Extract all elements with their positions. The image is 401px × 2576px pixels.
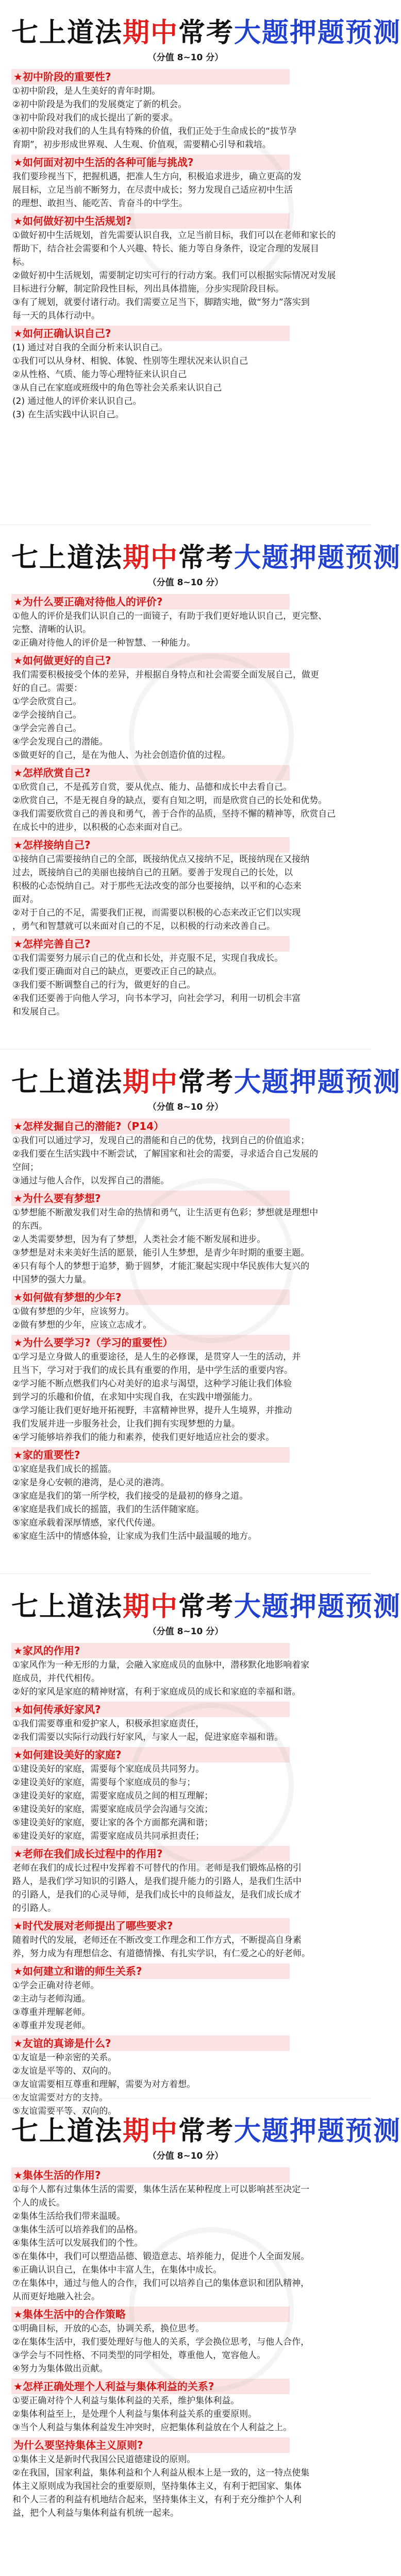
answer-line: 到学习的乐趣和价值，在求知中实现自我，在实践中增强能力。 bbox=[12, 1392, 258, 1402]
answer-line: ③家庭是我们的第一所学校，我们接受的是最初的修身之道。 bbox=[12, 1491, 248, 1501]
answer-line: ②从性格、气质、能力等心理特征来认识自己 bbox=[12, 369, 187, 380]
answer-line: 庭成员，并代代相传。 bbox=[12, 1673, 100, 1684]
answer-line: ⑥家庭生活中的情感体验，让家成为我们生活中最温暖的地方。 bbox=[12, 1531, 257, 1541]
question-heading: ★集体生活的作用? bbox=[11, 2167, 290, 2183]
answer-line: 育期”，初步形成世界观、人生观、价值观，需要精心引导和栽培。 bbox=[12, 140, 271, 150]
question-section bbox=[11, 653, 360, 762]
question-section bbox=[11, 1702, 360, 1744]
answer-line: ②学会接纳自己。 bbox=[12, 710, 82, 720]
answer-line: 面对。 bbox=[12, 894, 39, 905]
question-heading: ★为什么要有梦想? bbox=[11, 1191, 290, 1206]
page-3 bbox=[0, 1049, 401, 1573]
answer-line: ②我们要在生活实践中不断尝试，了解国家和社会的需要，寻求适合自己发展的 bbox=[12, 1149, 319, 1159]
question-section bbox=[11, 1447, 360, 1543]
answer-line: ④集体生活可以发展我们的个性。 bbox=[12, 2238, 143, 2248]
answer-line: ①家庭是我们成长的摇篮。 bbox=[12, 1464, 117, 1475]
answer-line: ，勇气和智慧就可以来面对自己的不足，以积极的行动来改善自己。 bbox=[12, 921, 275, 931]
answer-line: ②集体生活给我们带来温暖。 bbox=[12, 2211, 126, 2222]
answer-line: ③我们需要欣赏自己的善良和勇气，善于合作的品质，坚持不懈的精神等，欣赏自己 bbox=[12, 809, 336, 819]
question-heading: ★如何正确认识自己? bbox=[11, 326, 290, 341]
answer-line: 目标进行分解，制定阶段性目标，列出具体措施，分步实现阶段目标。 bbox=[12, 284, 284, 294]
question-section bbox=[11, 1290, 360, 1332]
answer-line: ①我们可以通过学习，发现自己的潜能和自己的优势，找到自己的价值追求； bbox=[12, 1136, 310, 1146]
answer-line: 在成长中的进步，以积极的心态来面对自己。 bbox=[12, 822, 188, 833]
answer-line: ②友谊是平等的、双向的。 bbox=[12, 2066, 117, 2076]
answer-line: ②好的家风是家庭的精神财富，有利于家庭成员的成长和家庭的幸福和谐。 bbox=[12, 1687, 301, 1697]
answer-line: (3) 在生活实践中认识自己。 bbox=[12, 410, 124, 420]
title-part-a: 七上道法 bbox=[11, 1591, 123, 1622]
answer-line: 和发展自己。 bbox=[12, 1007, 65, 1017]
answer-line: ③学习能让我们更好地开拓视野，丰富精神世界，提升人生境界，并推动 bbox=[12, 1405, 292, 1416]
answer-line: ①初中阶段，是人生美好的青年时期。 bbox=[12, 86, 161, 96]
answer-line: ①做有梦想的少年，应该努力。 bbox=[12, 1307, 135, 1317]
answer-line: ④我们还要善于向他人学习，向书本学习，向社会学习，利用一切机会丰富 bbox=[12, 993, 301, 1004]
answer-line: ④建设美好的家庭，需要家庭成员学会沟通与交流； bbox=[12, 1804, 213, 1815]
answer-line: 且当下，学习对于我们的成长具有重要的作用，是中学生活的重要内容。 bbox=[12, 1365, 293, 1376]
answer-line: ③我们要不断调整自己的行为，做更好的自己。 bbox=[12, 980, 196, 990]
answer-line: ①建设美好的家庭，需要每个家庭成员共同努力。 bbox=[12, 1764, 205, 1774]
question-heading: ★集体生活中的合作策略 bbox=[11, 2307, 290, 2322]
answer-line: 老师在我们的成长过程中发挥着不可替代的作用。老师是我们锻炼品格的引 bbox=[12, 1863, 302, 1873]
question-heading: ★如何做有梦想的少年? bbox=[11, 1290, 290, 1305]
page-title bbox=[11, 2116, 401, 2147]
question-section bbox=[11, 1118, 360, 1188]
question-section bbox=[11, 594, 360, 650]
question-heading: ★时代发展对老师提出了哪些要求? bbox=[11, 1918, 290, 1934]
question-section bbox=[11, 326, 360, 421]
answer-line: ③学会与不同性格、不同类型的同学相处，尊重他人，宽容他人。 bbox=[12, 2350, 266, 2361]
answer-line: 的东西。 bbox=[12, 1221, 47, 1231]
answer-line: (2) 通过他人的评价来认识自己。 bbox=[12, 396, 142, 406]
answer-line: ②欣赏自己，不是无视自身的缺点，要有自知之明，而是欣赏自己的长处和优势。 bbox=[12, 795, 327, 806]
score-range: （分值 8~10 分） bbox=[147, 2151, 224, 2161]
answer-line: ②初中阶段是为我们的发展奠定了新的机会。 bbox=[12, 99, 187, 110]
score-range: （分值 8~10 分） bbox=[147, 1102, 224, 1112]
question-section bbox=[11, 765, 360, 834]
answer-line: ②对于自己的不足，需要我们正视，而需要以积极的心态来改正它们以实现 bbox=[12, 908, 301, 918]
answer-line: 中国梦的强大力量。 bbox=[12, 1275, 91, 1285]
question-section bbox=[11, 2379, 360, 2434]
question-section bbox=[11, 2167, 360, 2303]
question-section bbox=[11, 69, 360, 151]
answer-line: ③尊重并理解老师。 bbox=[12, 2007, 91, 2018]
question-heading: ★如何面对初中生活的各种可能与挑战? bbox=[11, 155, 290, 170]
answer-line: ①家风作为一种无形的力量，会融入家庭成员的血脉中，潜移默化地影响着家 bbox=[12, 1660, 310, 1670]
question-section bbox=[11, 2437, 360, 2520]
answer-line: 路人，是我们学习知识的引路人，是我们提升能力的引路人，是我们生活中 bbox=[12, 1876, 302, 1887]
question-section bbox=[11, 936, 360, 1019]
title-part-b: 期中 bbox=[123, 18, 179, 48]
answer-line: ④初中阶段对我们的人生具有特殊的价值，我们正处于生命成长的“拔节孕 bbox=[12, 126, 297, 137]
answer-line: 从而更好地融入社会。 bbox=[12, 2292, 100, 2302]
answer-line: ①我们需要尊重和爱护家人，积极承担家庭责任， bbox=[12, 1719, 205, 1729]
answer-line: ⑥建设美好的家庭，需要家庭成员共同承担责任； bbox=[12, 1831, 205, 1841]
answer-line: ④只有每个人的梦想于追梦，勤于圆梦，才能汇聚起实现中华民族伟大复兴的 bbox=[12, 1261, 310, 1272]
title-part-c: 常考 bbox=[178, 1591, 235, 1622]
answer-line: ②做好初中生活规划，需要制定切实可行的行动方案。我们可以根据实际情况对发展 bbox=[12, 270, 336, 281]
answer-line: 我们需要积极接受个体的差异，并根据自身特点和社会需要全面发展自己，做更 bbox=[12, 670, 319, 680]
answer-line: ①学会欣赏自己。 bbox=[12, 697, 82, 707]
answer-line: 空间； bbox=[12, 1162, 39, 1173]
title-part-c: 常考 bbox=[178, 2116, 235, 2147]
answer-line: 好的自己。需要： bbox=[12, 683, 82, 693]
answer-line: ②建设美好的家庭，需要每个家庭成员的参与； bbox=[12, 1777, 196, 1788]
answer-line: ②我们要正确面对自己的缺点，更要改正自己的缺点。 bbox=[12, 967, 222, 977]
answer-line: ②正确对待他人的评价是一种智慧、一种能力。 bbox=[12, 638, 196, 648]
answer-line: 随着时代的发展，老师还在不断改变工作理念和工作方式，不断提高自身素 bbox=[12, 1935, 302, 1945]
question-section bbox=[11, 1643, 360, 1699]
answer-line: ⑤友谊需要平等、双向的。 bbox=[12, 2106, 117, 2116]
page-title bbox=[11, 1067, 401, 1098]
page-title bbox=[11, 18, 401, 48]
question-heading: ★友谊的真谛是什么? bbox=[11, 2036, 290, 2051]
question-heading: ★如何传承好家风? bbox=[11, 1702, 290, 1717]
question-section bbox=[11, 1191, 360, 1286]
answer-line: ②我们需要以实际行动践行好家风，与家人一起，促进家庭幸福和谐。 bbox=[12, 1732, 283, 1742]
answer-line: ④学习能够培养我们的能力和素养，使我们更好地适应社会的要求。 bbox=[12, 1432, 275, 1443]
answer-line: ①明确目标，开放的心态，协调关系，换位思考。 bbox=[12, 2324, 205, 2334]
page-title bbox=[11, 543, 401, 573]
answer-line: (1) 通过对自我的全面分析来认识自己。 bbox=[12, 343, 168, 353]
question-section bbox=[11, 1747, 360, 1843]
question-heading: ★如何建设美好的家庭? bbox=[11, 1747, 290, 1762]
title-part-d: 大题押题预测 bbox=[234, 543, 401, 573]
answer-line: ①学会正确对待老师。 bbox=[12, 1980, 99, 1991]
answer-line: 帮助下，结合社会需要和个人兴趣、特长、能力等自身条件，设定合理的发展目 bbox=[12, 244, 319, 254]
page-4 bbox=[0, 1573, 401, 2116]
answer-line: 和个人三者的利益有机地结合起来，坚持集体主义，有利于充分维护个人利 bbox=[12, 2495, 302, 2505]
answer-line: ③从自己在家庭或班级中的角色等社会关系来认识自己 bbox=[12, 383, 222, 393]
question-heading: ★为什么要正确对待他人的评价? bbox=[11, 594, 290, 609]
question-section bbox=[11, 1918, 360, 1960]
answer-line: ①接纳自己需要接纳自己的全部，既接纳优点又接纳不足，既接纳现在又接纳 bbox=[12, 854, 310, 865]
title-part-d: 大题押题预测 bbox=[234, 1067, 401, 1098]
answer-line: 每一天的具体行动中。 bbox=[12, 311, 100, 321]
question-section bbox=[11, 1335, 360, 1444]
answer-line: ①每个人都有过集体生活的需要，集体生活在某种程度上可以影响甚至决定一 bbox=[12, 2184, 310, 2195]
answer-line: ①友谊是一种亲密的关系。 bbox=[12, 2053, 117, 2063]
answer-line: ③友谊需要相互尊重和理解，需要为对方着想。 bbox=[12, 2079, 196, 2090]
title-part-d: 大题押题预测 bbox=[234, 2116, 401, 2147]
answer-line: ⑤做更好的自己，是在为他人、为社会创造价值的过程。 bbox=[12, 750, 231, 760]
title-part-a: 七上道法 bbox=[11, 18, 123, 48]
answer-line: 展目标，立足当前不断努力，在尽责中成长；努力发现自己适应初中生活 bbox=[12, 185, 293, 195]
answer-line: 我们发展并进一步服务社会，让我们拥有实现梦想的力量。 bbox=[12, 1419, 240, 1429]
question-heading: ★为什么要学习?（学习的重要性） bbox=[11, 1335, 290, 1350]
answer-line: ②做有梦想的少年，应该立志成才。 bbox=[12, 1320, 152, 1330]
answer-line: ③梦想是对未来美好生活的愿景，能引人生梦想，是青少年时期的重要主题。 bbox=[12, 1248, 310, 1258]
title-part-b: 期中 bbox=[123, 1067, 179, 1098]
answer-line: ④家庭是我们成长的摇篮，我们的生活伴随家庭。 bbox=[12, 1504, 205, 1515]
answer-line: ③有了规划，就要付诸行动。我们需要立足当下，脚踏实地，做“努力”落实到 bbox=[12, 297, 310, 308]
answer-line: ①我们可以从身材、相貌、体貌、性别等生理状况来认识自己 bbox=[12, 356, 248, 366]
answer-line: ④努力为集体做出贡献。 bbox=[12, 2364, 108, 2374]
question-heading: ★如何做好初中生活规划? bbox=[11, 213, 290, 229]
answer-line: ⑦在集体中，通过与他人的合作，我们可以培养自己的集体意识和团队精神， bbox=[12, 2278, 310, 2289]
question-section bbox=[11, 2307, 360, 2376]
page-1 bbox=[0, 0, 401, 524]
question-section bbox=[11, 1963, 360, 2032]
answer-line: ①他人的评价是我们认识自己的一面镜子，有助于我们更好地认识自己，更完整、 bbox=[12, 611, 327, 621]
answer-line: ①欣赏自己，不是孤芳自赏，要从优点、能力、品德和成长中去看自己。 bbox=[12, 782, 292, 792]
answer-line: ②在我国，国家利益，集体利益和个人利益从根本上是一致的，这一特点使集 bbox=[12, 2468, 310, 2478]
answer-line: ④友谊需要对方的支持。 bbox=[12, 2093, 108, 2103]
question-heading: ★怎样接纳自己? bbox=[11, 837, 290, 853]
title-part-b: 期中 bbox=[123, 2116, 179, 2147]
answer-line: ①梦想能不断激发我们对生命的热情和勇气，让生活更有色彩；梦想就是理想中 bbox=[12, 1208, 319, 1218]
page-5 bbox=[0, 2098, 401, 2576]
answer-line: ①集体主义是新时代我国公民道德建设的原则。 bbox=[12, 2454, 196, 2465]
question-heading: ★怎样正确处理个人利益与集体利益的关系? bbox=[11, 2379, 290, 2394]
answer-line: 养，努力成为有理想信念、有道德情操、有扎实学识，有仁爱之心的好老师。 bbox=[12, 1948, 310, 1959]
title-part-d: 大题押题预测 bbox=[234, 18, 401, 48]
title-part-b: 期中 bbox=[123, 543, 179, 573]
question-heading: 为什么要坚持集体主义原则? bbox=[11, 2437, 290, 2453]
answer-line: ②在集体生活中，我们要处理好与他人的关系，学会换位思考，与他人合作， bbox=[12, 2337, 310, 2347]
question-section bbox=[11, 155, 360, 210]
answer-line: ③建设美好的家庭，需要家庭成员之间的相互理解； bbox=[12, 1791, 213, 1801]
question-heading: ★如何做更好的自己? bbox=[11, 653, 290, 668]
answer-line: ②学习能不断点燃我们内心对美好的追求与渴望，这种学习能让我们体验 bbox=[12, 1379, 292, 1389]
question-heading: ★初中阶段的重要性? bbox=[11, 69, 290, 84]
question-section bbox=[11, 1846, 360, 1915]
title-part-a: 七上道法 bbox=[11, 543, 123, 573]
answer-line: 的引路人。 bbox=[12, 1903, 56, 1913]
answer-line: ④学会发现自己的潜能。 bbox=[12, 737, 108, 747]
question-heading: ★如何建立和谐的师生关系? bbox=[11, 1963, 290, 1979]
answer-line: 的引路人，是我们的心灵导师，是我们成长中的良师益友，是我们成长成才 bbox=[12, 1890, 302, 1900]
answer-line: ④尊重并发现老师。 bbox=[12, 2021, 91, 2031]
answer-line: 标。 bbox=[12, 257, 30, 267]
answer-line: ⑤建设美好的家庭，要让家的各个方面都充满和谐； bbox=[12, 1818, 213, 1828]
answer-line: ③当个人利益与集体利益发生冲突时，应把集体利益放在个人利益之上。 bbox=[12, 2422, 292, 2433]
title-part-c: 常考 bbox=[178, 18, 235, 48]
answer-line: 过去，既接纳自己的美丽也接纳自己的丑陋。要善于发现自己的长处，以 bbox=[12, 868, 293, 878]
title-part-a: 七上道法 bbox=[11, 2116, 123, 2147]
question-section bbox=[11, 213, 360, 323]
question-section bbox=[11, 837, 360, 933]
score-range: （分值 8~10 分） bbox=[147, 1626, 224, 1637]
page-2 bbox=[0, 524, 401, 1049]
answer-line: ③初中阶段对我们的成长提出了新的要求。 bbox=[12, 113, 178, 123]
answer-line: ③学会完善自己。 bbox=[12, 723, 82, 734]
answer-line: 积极的心态悦纳自己。对于那些无法改变的部分也要接纳，以平和的心态来 bbox=[12, 881, 302, 891]
title-part-d: 大题押题预测 bbox=[234, 1591, 401, 1622]
question-heading: ★怎样发掘自己的潜能?（P14） bbox=[11, 1118, 290, 1134]
answer-line: 益，把个人利益与集体利益有机统一起来。 bbox=[12, 2508, 179, 2518]
answer-line: ③通过与他人合作，以发挥自己的潜能。 bbox=[12, 1176, 170, 1186]
answer-line: ①我们需要努力展示自己的优点和长处，并克服不足，实现自我成长。 bbox=[12, 953, 283, 963]
title-part-b: 期中 bbox=[123, 1591, 179, 1622]
title-part-c: 常考 bbox=[178, 1067, 235, 1098]
answer-line: ①学习是立身做人的重要途径，是人生的必修课，是贯穿人一生的活动，并 bbox=[12, 1352, 301, 1362]
score-range: （分值 8~10 分） bbox=[147, 578, 224, 588]
answer-line: ①做好初中生活规划，首先需要认识自我，立足当前目标，我们可以在老师和家长的 bbox=[12, 230, 336, 241]
answer-line: ①要正确对待个人利益与集体利益的关系，维护集体利益。 bbox=[12, 2396, 240, 2406]
answer-line: ⑤在集体中，我们可以塑造品德、锻造意志、培养能力，促进个人全面发展。 bbox=[12, 2251, 310, 2262]
question-heading: ★家风的作用? bbox=[11, 1643, 290, 1658]
score-range: （分值 8~10 分） bbox=[147, 53, 224, 63]
answer-line: ③集体生活可以培养我们的品格。 bbox=[12, 2225, 143, 2235]
question-heading: ★老师在我们成长过程中的作用? bbox=[11, 1846, 290, 1861]
answer-line: 我们要珍视当下，把握机遇，把准人生方向，积极追求进步，确立更高的发 bbox=[12, 172, 302, 182]
question-heading: ★家的重要性? bbox=[11, 1447, 290, 1463]
answer-line: ②人类需要梦想，因为有了梦想，人类社会才能不断发展和进步。 bbox=[12, 1234, 266, 1245]
question-heading: ★怎样完善自己? bbox=[11, 936, 290, 952]
question-heading: ★怎样欣赏自己? bbox=[11, 765, 290, 781]
page-title bbox=[11, 1591, 401, 1622]
answer-line: 完整、清晰的认识。 bbox=[12, 624, 91, 635]
answer-line: 的理想、敢担当、能吃苦、肯奋斗的中学生。 bbox=[12, 198, 188, 209]
title-part-c: 常考 bbox=[178, 543, 235, 573]
answer-line: 个人的成长。 bbox=[12, 2198, 65, 2208]
title-part-a: 七上道法 bbox=[11, 1067, 123, 1098]
answer-line: ⑤家庭承载着深厚情感，家代代传递。 bbox=[12, 1518, 161, 1528]
answer-line: ②集体利益至上，是处理个人利益与集体利益关系的重要原则。 bbox=[12, 2409, 257, 2419]
answer-line: ②主动与老师沟通。 bbox=[12, 1994, 91, 2004]
answer-line: 体主义原则成为我国社会的重要原则，坚持集体主义，有利于把国家、集体 bbox=[12, 2481, 302, 2492]
answer-line: ⑥正确认识自己，在集体中丰富人生，在集体中成长。 bbox=[12, 2265, 222, 2275]
answer-line: ②家是身心安顿的港湾，是心灵的港湾。 bbox=[12, 1478, 170, 1488]
